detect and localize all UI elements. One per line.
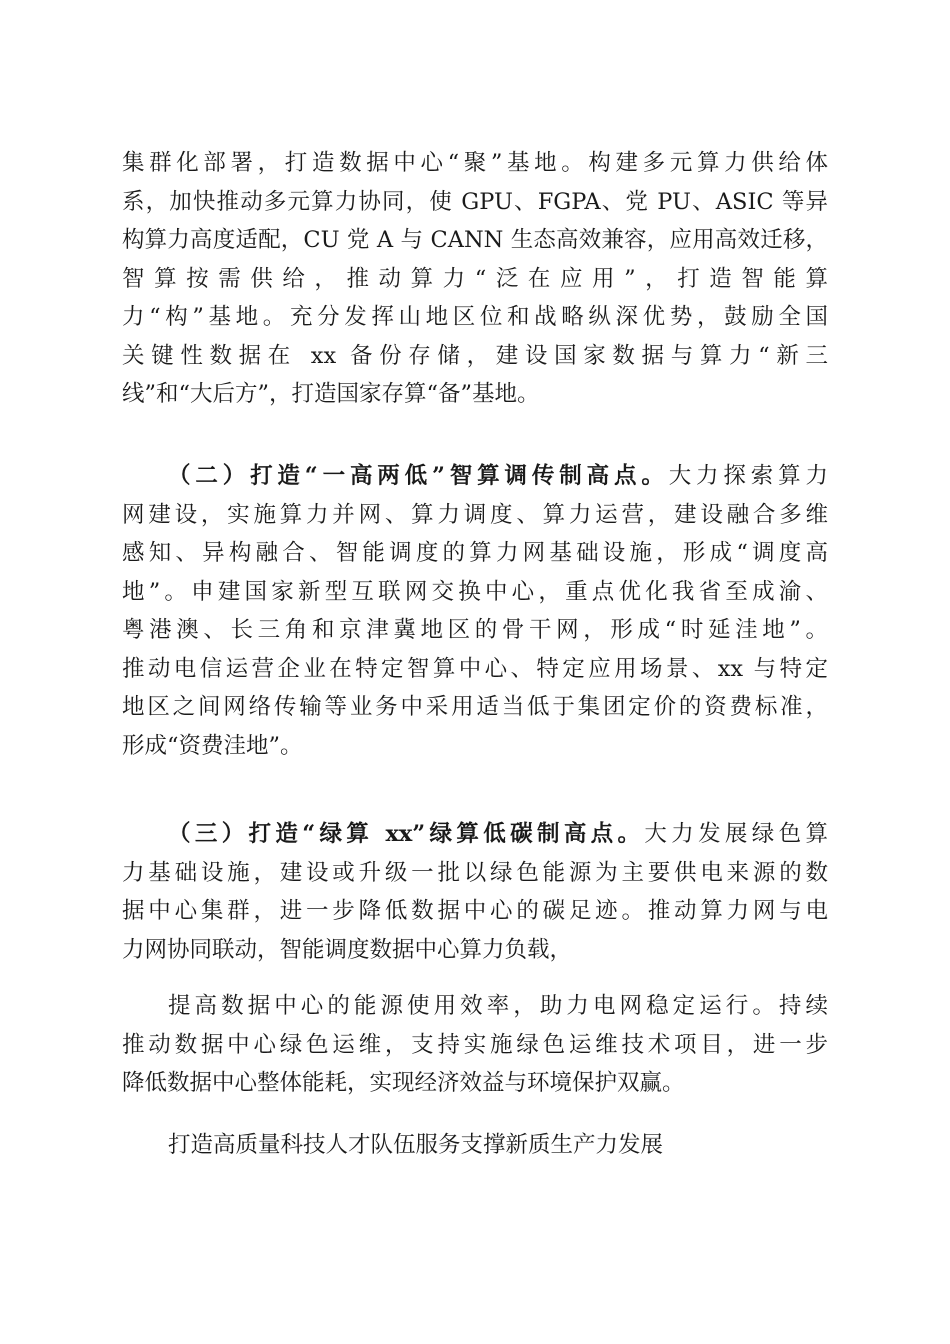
paragraph-green-computing	[122, 815, 828, 969]
text-line: 感知、异构融合、智能调度的算力网基础设施，形成“调度高	[122, 540, 828, 566]
text-line: 降低数据中心整体能耗，实现经济效益与环境保护双赢。	[122, 1070, 685, 1096]
paragraph-talent-team	[122, 1126, 828, 1165]
text-line: 系，加快推动多元算力协同，使 GPU、FGPA、党 PU、ASIC 等异	[122, 188, 828, 215]
text-line: 力网协同联动，智能调度数据中心算力负载，	[122, 936, 573, 963]
paragraph-scheduling-highland	[122, 457, 828, 765]
text-line: 线”和“大后方”，打造国家存算“备”基地。	[122, 381, 540, 407]
section-heading: （三）打造“绿算 xx”绿算低碳制高点。	[168, 821, 645, 847]
text-line: 推动电信运营企业在特定智算中心、特定应用场景、xx 与特定	[122, 655, 828, 682]
paragraph-first-line	[122, 457, 828, 496]
text-line: 力基础设施，建设或升级一批以绿色能源为主要供电来源的数	[122, 859, 828, 886]
text-line: 集群化部署，打造数据中心“聚”基地。构建多元算力供给体	[122, 150, 828, 176]
text-line: 粤港澳、长三角和京津冀地区的骨干网，形成“时延洼地”。	[122, 617, 828, 643]
paragraph-first-line	[122, 815, 828, 854]
section-heading: （二）打造“一高两低”智算调传制高点。	[168, 463, 669, 489]
text-run: 大力发展绿色算	[644, 821, 828, 847]
text-line: 形成“资费洼地”。	[122, 732, 303, 759]
text-line: 地”。申建国家新型互联网交换中心，重点优化我省至成渝、	[122, 578, 828, 605]
text-line: 关键性数据在 xx 备份存储，建设国家数据与算力“新三	[122, 342, 828, 369]
paragraph-computing-supply	[122, 144, 828, 414]
paragraph-first-line: 打造高质量科技人才队伍服务支撑新质生产力发展	[168, 1132, 664, 1158]
text-line: 地区之间网络传输等业务中采用适当低于集团定价的资费标准，	[122, 694, 828, 720]
text-line: 据中心集群，进一步降低数据中心的碳足迹。推动算力网与电	[122, 898, 828, 924]
text-line: 推动数据中心绿色运维，支持实施绿色运维技术项目，进一步	[122, 1031, 828, 1058]
text-line: 力“构”基地。充分发挥山地区位和战略纵深优势，鼓励全国	[122, 304, 828, 330]
text-line: 智算按需供给，推动算力“泛在应用”，打造智能算	[122, 265, 828, 292]
paragraph-energy-efficiency	[122, 987, 828, 1103]
text-line: 构算力高度适配，CU 党 A 与 CANN 生态高效兼容，应用高效迁移，	[122, 227, 828, 253]
text-line: 网建设，实施算力并网、算力调度、算力运营，建设融合多维	[122, 501, 828, 528]
paragraph-first-line: 提高数据中心的能源使用效率，助力电网稳定运行。持续	[168, 993, 828, 1019]
text-run: 大力探索算力	[668, 463, 828, 489]
